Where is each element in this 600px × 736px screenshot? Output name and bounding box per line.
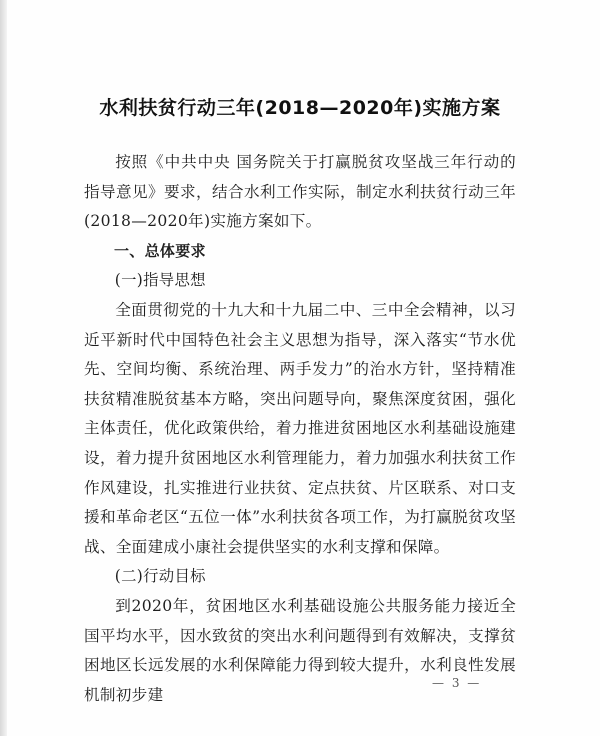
page-number: — 3 —	[432, 676, 482, 690]
subsection-heading-guiding-ideology: (一)指导思想	[114, 271, 206, 290]
subsection-heading-action-goals: (二)行动目标	[114, 567, 206, 586]
guiding-ideology-paragraph: 全面贯彻党的十九大和十九届二中、三中全会精神，以习近平新时代中国特色社会主义思想为指导，深入落实“节水优先、空间均衡、系统治理、两手发力”的治水方针，坚持精准扶贫精准脱贫基本方略，突出问题导向，聚焦深度贫困，强化主体责任，优化政策供给，着力推进贫困地区水利基础设施建设，着力提升贫困地区水利管理能力，着力加强水利扶贫工作作风建设，扎实推进行业扶贫、定点扶贫、片区联系、对口支援和革命老区“五位一体”水利扶贫各项工作，为打赢脱贫攻坚战、全面建成小康社会提供坚实的水利支撑和保障。	[84, 300, 516, 556]
document-body	[84, 148, 516, 710]
document-title: 水利扶贫行动三年(2018—2020年)实施方案	[99, 97, 501, 119]
action-goals-paragraph: 到2020年，贫困地区水利基础设施公共服务能力接近全国平均水平，因水致贫的突出水利问题得到有效解决，支撑贫困地区长远发展的水利保障能力得到较大提升，水利良性发展机制初步建	[84, 596, 516, 704]
section-heading-general-requirements: 一、总体要求	[114, 241, 206, 260]
intro-paragraph: 按照《中共中央 国务院关于打赢脱贫攻坚战三年行动的指导意见》要求，结合水利工作实际，制定水利扶贫行动三年(2018—2020年)实施方案如下。	[84, 153, 516, 231]
